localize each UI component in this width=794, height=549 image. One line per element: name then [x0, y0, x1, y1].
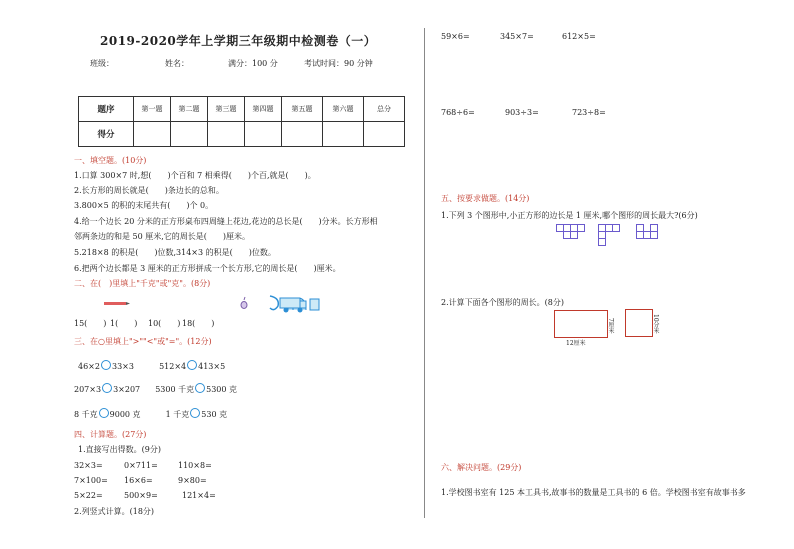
section1-line: 3.800×5 的积的末尾共有( )个 0。 — [74, 201, 214, 210]
section2-heading: 二、在( )里填上"千克"或"克"。(8分) — [74, 279, 211, 288]
exam-time: 考试时间：90 分钟 — [304, 59, 373, 68]
score-input-cell[interactable] — [282, 122, 323, 147]
vertical-calc: 345×7= — [500, 32, 534, 41]
section1-line: 5.218×8 的积是( )位数,314×3 的积是( )位数。 — [74, 248, 276, 257]
section1-line: 4.给一个边长 20 分米的正方形桌布四周缝上花边,花边的总长是( )分米。长方形相 — [74, 217, 378, 226]
compare-row — [74, 408, 227, 420]
oral-calc: 9×80= — [178, 476, 207, 485]
score-table — [78, 96, 405, 147]
section2-item[interactable]: 1( ) — [110, 319, 138, 328]
column-divider — [424, 28, 425, 518]
oral-calc: 0×711= — [124, 461, 158, 470]
score-table-header-row — [79, 97, 405, 122]
class-label: 班级： — [90, 59, 114, 68]
section6-heading: 六、解决问题。(29分) — [441, 463, 522, 472]
section2-item[interactable]: 10( ) — [148, 319, 181, 328]
score-table-cell: 第五题 — [282, 97, 323, 122]
oral-calc: 32×3= — [74, 461, 103, 470]
section5-heading: 五、按要求做题。(14分) — [441, 194, 530, 203]
score-table-cell: 第三题 — [208, 97, 245, 122]
section2-item[interactable]: 18( ) — [182, 319, 215, 328]
compare-circle[interactable] — [187, 360, 197, 370]
score-table-cell: 第四题 — [245, 97, 282, 122]
oral-calc: 7×100= — [74, 476, 108, 485]
score-table-cell: 总分 — [364, 97, 405, 122]
compare-left: 207×3 — [74, 385, 102, 394]
pear-icon — [241, 297, 247, 309]
rectangle-height-label: 7厘米 — [607, 318, 614, 334]
section4-sub2: 2.列竖式计算。(18分) — [74, 507, 155, 516]
compare-right: 33×3 — [111, 362, 134, 371]
vertical-calc: 612×5= — [562, 32, 596, 41]
vertical-calc: 723÷8= — [572, 108, 606, 117]
compare-left: 46×2 — [78, 362, 100, 371]
compare-right: 9000 克 — [109, 410, 141, 419]
section5-q2: 2.计算下面各个图形的周长。(8分) — [441, 298, 564, 307]
section4-heading: 四、计算题。(27分) — [74, 430, 147, 439]
section4-sub1: 1.直接写出得数。(9分) — [78, 445, 161, 454]
compare-right: 413×5 — [198, 362, 226, 371]
truck-icon — [310, 299, 319, 310]
compare-circle[interactable] — [190, 408, 200, 418]
score-table-cell: 得分 — [79, 122, 134, 147]
compare-left: 1 千克 — [165, 410, 190, 419]
vertical-calc: 59×6= — [441, 32, 470, 41]
section1-line: 6.把两个边长都是 3 厘米的正方形拼成一个长方形,它的周长是( )厘米。 — [74, 264, 341, 273]
oral-calc: 110×8= — [178, 461, 212, 470]
score-input-cell[interactable] — [323, 122, 364, 147]
compare-row — [74, 383, 237, 395]
section3-heading: 三、在○里填上">""<"或"="。(12分) — [74, 337, 212, 346]
section1-heading: 一、填空题。(10分) — [74, 156, 147, 165]
score-table-score-row — [79, 122, 405, 147]
compare-left: 5300 千克 — [155, 385, 195, 394]
compare-left: 512×4 — [159, 362, 187, 371]
square-figure — [625, 309, 653, 337]
score-input-cell[interactable] — [134, 122, 171, 147]
oral-calc: 500×9= — [124, 491, 158, 500]
section1-line: 2.长方形的周长就是( )条边长的总和。 — [74, 186, 224, 195]
compare-circle[interactable] — [195, 383, 205, 393]
truck-icon — [278, 292, 308, 316]
page-title: 2019-2020学年上学期三年级期中检测卷（一） — [100, 34, 377, 48]
compare-row — [78, 360, 225, 371]
score-input-cell[interactable] — [245, 122, 282, 147]
section1-line: 邻两条边的和是 50 厘米,它的周长是( )厘米。 — [74, 232, 251, 241]
oral-calc: 121×4= — [182, 491, 216, 500]
section1-line: 1.口算 300×7 时,想( )个百和 7 相乘得( )个百,就是( )。 — [74, 171, 316, 180]
compare-right: 5300 克 — [206, 385, 238, 394]
score-table-cell: 题序 — [79, 97, 134, 122]
full-score: 满分：100 分 — [228, 59, 278, 68]
compare-right: 3×207 — [113, 385, 141, 394]
score-input-cell[interactable] — [171, 122, 208, 147]
section5-q1: 1.下列 3 个图形中,小正方形的边长是 1 厘米,哪个图形的周长最大?(6分) — [441, 211, 698, 220]
vertical-calc: 768÷6= — [441, 108, 475, 117]
rectangle-width-label: 12厘米 — [566, 340, 586, 347]
vertical-calc: 903÷3= — [505, 108, 539, 117]
compare-circle[interactable] — [102, 383, 112, 393]
compare-circle[interactable] — [101, 360, 111, 370]
score-table-cell: 第六题 — [323, 97, 364, 122]
compare-right: 530 克 — [201, 410, 228, 419]
score-input-cell[interactable] — [208, 122, 245, 147]
section2-item[interactable]: 15( ) — [74, 319, 107, 328]
oral-calc: 16×6= — [124, 476, 153, 485]
compare-circle[interactable] — [99, 408, 109, 418]
name-label: 姓名： — [165, 59, 189, 68]
score-table-cell: 第一题 — [134, 97, 171, 122]
pencil-icon — [104, 302, 130, 305]
compare-left: 8 千克 — [74, 410, 98, 419]
square-side-label: 10分米 — [652, 314, 659, 334]
score-input-cell[interactable] — [364, 122, 405, 147]
rectangle-figure — [554, 310, 608, 338]
section6-q1: 1.学校图书室有 125 本工具书,故事书的数量是工具书的 6 倍。学校图书室有故事书多 — [441, 488, 746, 497]
score-table-cell: 第二题 — [171, 97, 208, 122]
oral-calc: 5×22= — [74, 491, 103, 500]
